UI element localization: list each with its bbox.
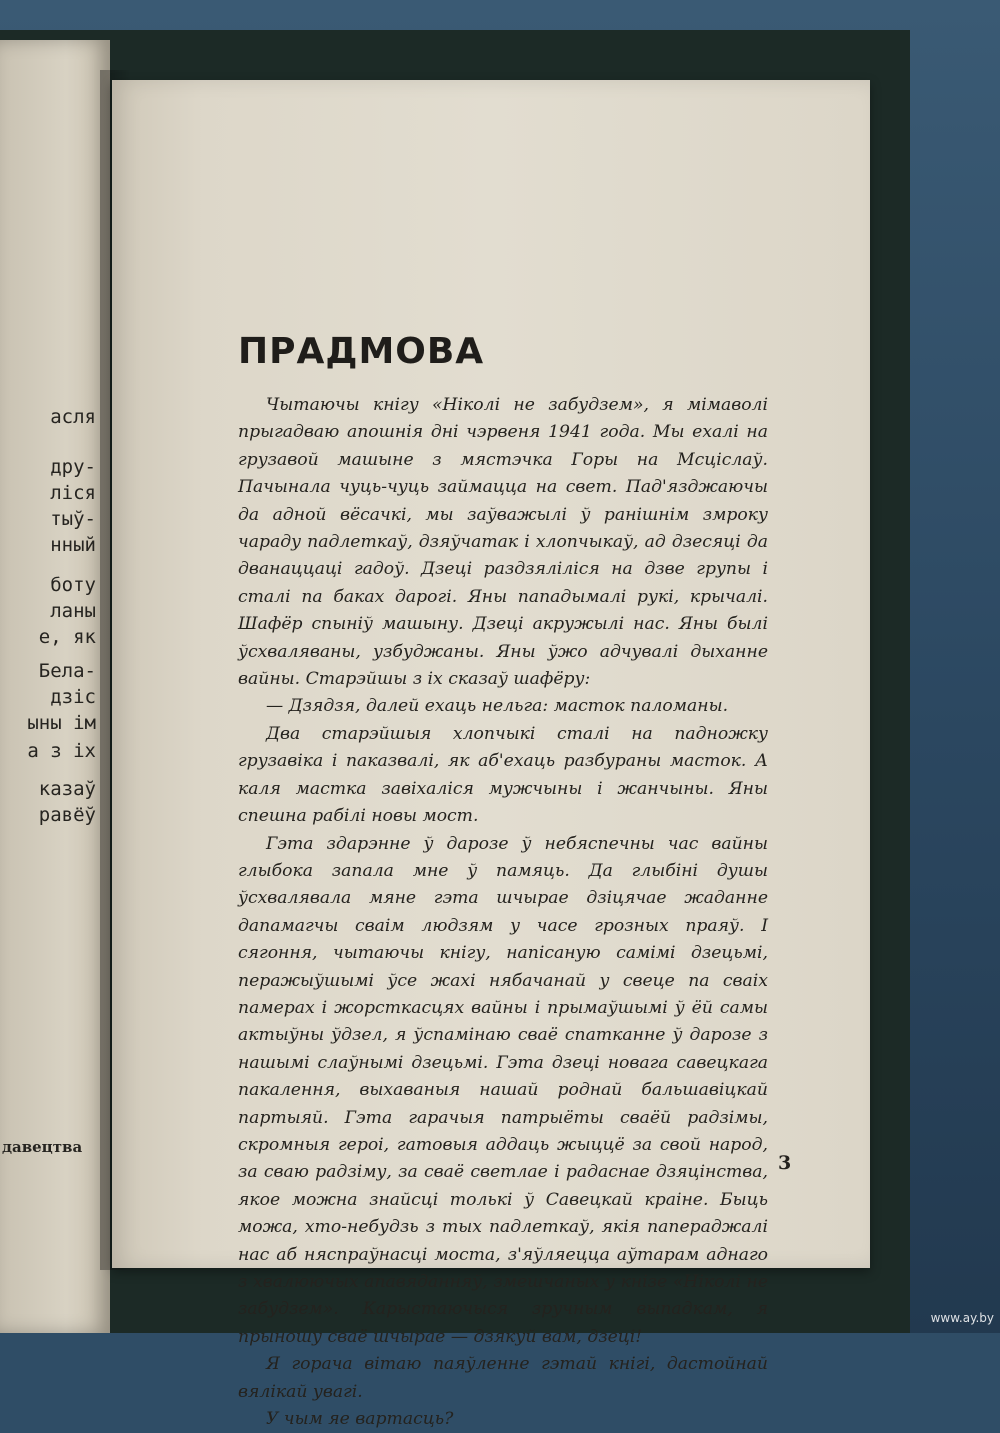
left-page-fragment: ліся	[50, 482, 96, 504]
page-number: 3	[778, 1152, 792, 1174]
left-page-fragment: равёў	[38, 804, 96, 826]
left-page-fragment: дру-	[50, 456, 96, 478]
watermark: www.ay.by	[930, 1311, 994, 1325]
paragraph: Я горача вітаю паяўленне гэтай кнігі, дастойнай вялікай увагі.	[238, 1354, 768, 1402]
left-page-fragment: казаў	[38, 778, 96, 800]
left-page-fragment: ланы	[50, 600, 96, 622]
paragraph: — Дзядзя, далей ехаць нельга: масток паломаны.	[266, 696, 729, 717]
book-page	[112, 80, 870, 1430]
left-page	[0, 40, 110, 1333]
left-page-fragment: нный	[50, 534, 96, 556]
left-page-fragment: Бела-	[38, 660, 96, 682]
left-page-fragment: боту	[50, 574, 96, 596]
page-content	[238, 330, 768, 1433]
paragraph: Два старэйшыя хлопчыкі сталі на падножку грузавіка і паказвалі, як аб'ехаць разбураны масток. А каля мастка завіхаліся мужчыны і жанчыны. Яны спешна рабілі новы мост.	[238, 723, 768, 827]
paragraph: Гэта здарэнне ў дарозе ў небяспечны час вайны глыбока запала мне ў памяць. Да глыбіні душы ўсхвалявала мяне гэта шчырае дзіцячае жаданне дапамагчы сваім людзям у часе грозных праяў. І сягоння, чытаючы кнігу, напісаную самімі дзецьмі, перажыўшымі ўсе жахі нябачанай у свеце па сваіх памерах і жорсткасцях вайны і прымаўшымі ў ёй самы актыўны ўдзел, я ўспамінаю сваё спатканне ў дарозе з нашымі слаўнымі дзецьмі. Гэта дзеці новага савецкага пакалення, выхаваныя нашай роднай бальшавіцкай партыяй. Гэта гарачыя патрыёты сваёй радзімы, скромныя героі, гатовыя аддаць жыццё за свой народ, за сваю радзіму, за сваё светлае і радаснае дзяцінства, якое можна знайсці толькі ў Савецкай краіне. Быць можа, хто-небудзь з тых падлеткаў, якія папераджалі нас аб няспраўнасці моста, з'яўляецца аўтарам аднаго з хвалюючых апавяданняў, змешчаных у кнізе «Ніколі не забудзем». Карыстаючыся зручным выпадкам, я прыношу сваё шчырае — дзякуй вам, дзеці!	[238, 833, 768, 1347]
left-page-fragment: е, як	[38, 626, 96, 648]
body-text	[238, 392, 768, 1433]
paragraph: У чым яе вартасць?	[266, 1409, 454, 1430]
left-page-fragment: дзіс	[50, 686, 96, 708]
left-page-fragment: а з іх	[27, 740, 96, 762]
left-page-footer-fragment: давецтва	[2, 1138, 83, 1156]
page-title: ПРАДМОВА	[238, 331, 485, 372]
left-page-fragment: ыны ім	[27, 712, 96, 734]
left-page-fragment: асля	[50, 406, 96, 428]
left-page-fragment: тыў-	[50, 508, 96, 530]
paragraph: Чытаючы кнігу «Ніколі не забудзем», я мімаволі прыгадваю апошнія дні чэрвеня 1941 года. Мы ехалі на грузавой машыне з мястэчка Горы на Мсціслаў. Пачынала чуць-чуць займацца на свет. Пад'язджаючы да адной вёсачкі, мы заўважылі ў ранішнім змроку чараду падлеткаў, дзяўчатак і хлопчыкаў, ад дзесяці да дванаццаці гадоў. Дзеці раздзяліліся на дзве групы і сталі па баках дарогі. Яны пападымалі рукі, крычалі. Шафёр спыніў машыну. Дзеці акружылі нас. Яны былі ўсхваляваны, узбуджаны. Яны ўжо адчувалі дыханне вайны. Старэйшы з іх сказаў шафёру:	[238, 395, 768, 690]
